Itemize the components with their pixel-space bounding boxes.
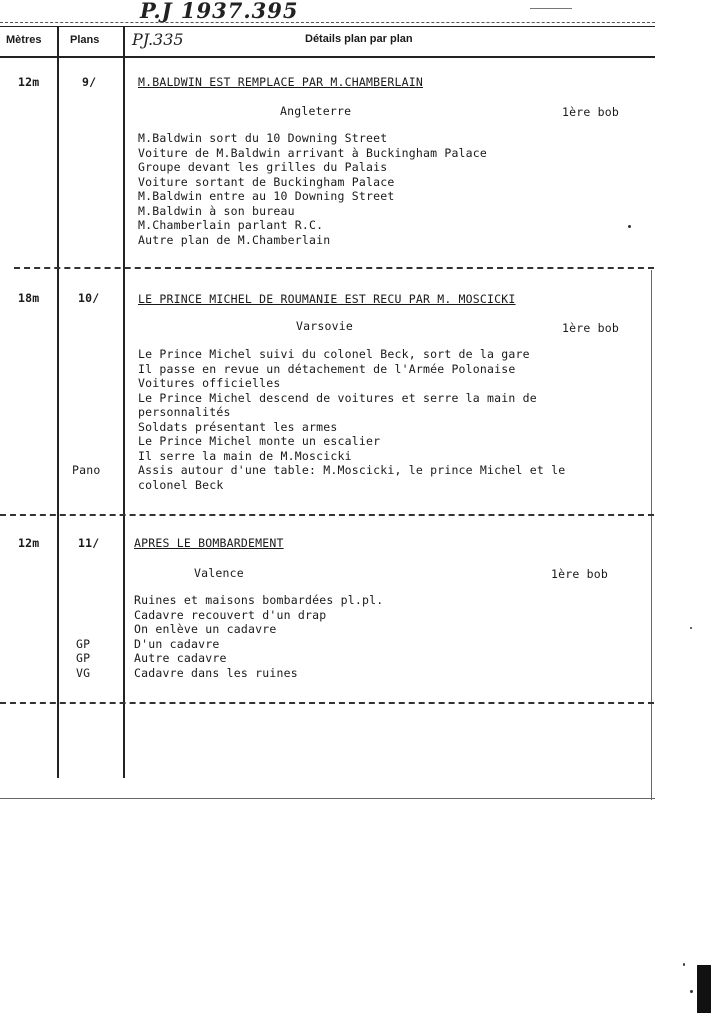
section-2-title: LE PRINCE MICHEL DE ROUMANIE EST RECU PAR M. MOSCICKI (138, 292, 516, 306)
column-divider-2 (123, 26, 125, 778)
section-1-separator (14, 267, 654, 269)
section-2-plan-number: 10/ (78, 291, 100, 305)
shot-line: Autre plan de M.Chamberlain (138, 232, 331, 247)
shot-line: On enlève un cadavre (134, 622, 277, 636)
section-1-shot-list (138, 131, 487, 247)
shot-line: Le Prince Michel suivi du colonel Beck, sort de la gare (138, 347, 530, 361)
section-3-separator (0, 702, 654, 704)
section-3-plan-number: 11/ (78, 536, 100, 550)
shot-line: Le Prince Michel descend de voitures et serre la main de (138, 390, 537, 405)
right-border (651, 270, 652, 800)
section-2-metres: 18m (18, 291, 40, 305)
column-header-metres: Mètres (6, 34, 42, 46)
shot-line: colonel Beck (138, 477, 224, 492)
top-border-line (0, 22, 655, 23)
top-right-scribble (530, 8, 572, 9)
shot-line: Assis autour d'une table: M.Moscicki, le prince Michel et le (138, 463, 566, 477)
shot-line: M.Baldwin à son bureau (138, 203, 295, 218)
shot-line: Voiture de M.Baldwin arrivant à Buckingham Palace (138, 145, 488, 160)
column-divider-1 (57, 26, 59, 778)
shot-line: M.Chamberlain parlant R.C. (138, 218, 324, 232)
header-top-rule (0, 26, 655, 27)
bottom-border (0, 798, 655, 799)
section-3-metres: 12m (18, 536, 40, 550)
cell-reference: PJ.335 (132, 30, 184, 49)
section-1-plan-number: 9/ (82, 75, 97, 89)
page-edge-shadow (697, 965, 711, 1013)
shot-line: Cadavre dans les ruines (134, 665, 298, 680)
section-2-separator (0, 514, 654, 516)
section-3-plan-type-gp-1: GP (76, 637, 91, 651)
shot-line: Voiture sortant de Buckingham Palace (138, 174, 395, 189)
shot-line: Autre cadavre (134, 651, 227, 665)
scan-speck (690, 627, 692, 629)
column-header-detail: Détails plan par plan (305, 33, 413, 45)
section-3-shot-list (134, 593, 383, 680)
shot-line: Il serre la main de M.Moscicki (138, 448, 352, 463)
section-2-location: Varsovie (296, 319, 353, 333)
document-reference: P.J 1937.395 (140, 0, 299, 23)
section-2-bob: 1ère bob (562, 321, 619, 335)
scan-speck (683, 963, 685, 966)
shot-line: Il passe en revue un détachement de l'Armée Polonaise (138, 361, 516, 376)
section-2-shot-list (138, 347, 565, 492)
shot-line: M.Baldwin sort du 10 Downing Street (138, 131, 388, 145)
section-1-bob: 1ère bob (562, 105, 619, 119)
shot-line: Cadavre recouvert d'un drap (134, 607, 327, 622)
header-bottom-rule (0, 56, 655, 58)
section-3-plan-type-vg: VG (76, 666, 91, 680)
shot-line: Voitures officielles (138, 376, 281, 390)
scan-speck (690, 990, 693, 993)
shot-line: M.Baldwin entre au 10 Downing Street (138, 189, 395, 203)
section-1-metres: 12m (18, 75, 40, 89)
column-header-plans: Plans (70, 34, 100, 46)
shot-line: D'un cadavre (134, 636, 220, 651)
section-3-bob: 1ère bob (551, 567, 608, 581)
scan-speck (628, 225, 631, 228)
shot-line: Soldats présentant les armes (138, 419, 338, 434)
section-3-location: Valence (194, 566, 244, 580)
section-2-plan-type-pano: Pano (72, 463, 101, 477)
shot-line: Groupe devant les grilles du Palais (138, 160, 388, 174)
section-1-location: Angleterre (280, 104, 352, 118)
shot-line: Ruines et maisons bombardées pl.pl. (134, 593, 384, 607)
section-3-plan-type-gp-2: GP (76, 651, 91, 665)
shot-line: Le Prince Michel monte un escalier (138, 434, 381, 448)
section-3-title: APRES LE BOMBARDEMENT (134, 536, 284, 550)
section-1-title: M.BALDWIN EST REMPLACE PAR M.CHAMBERLAIN (138, 75, 423, 89)
shot-line: personnalités (138, 405, 231, 419)
